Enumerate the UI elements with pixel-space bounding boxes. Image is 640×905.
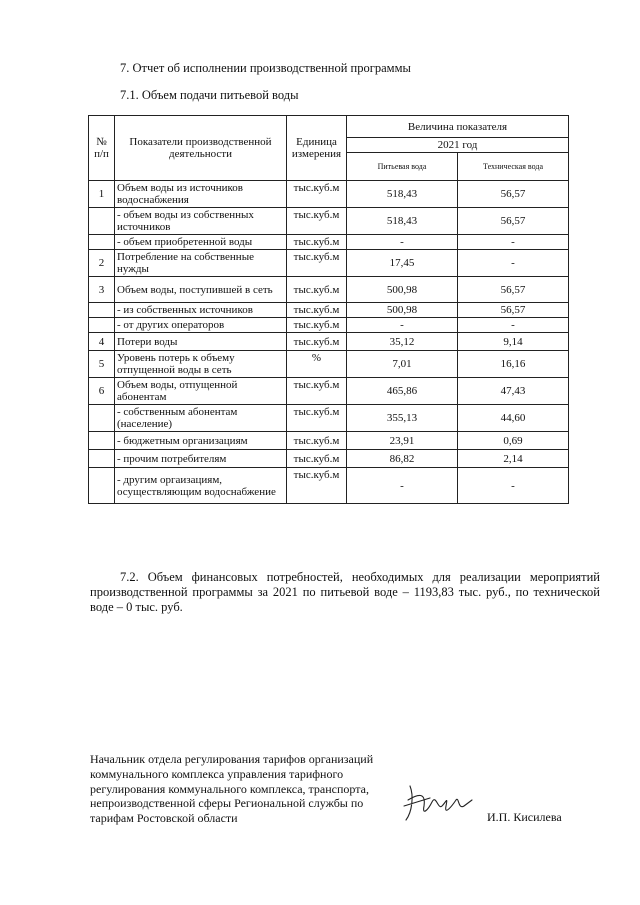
handwritten-signature [396,776,476,826]
row-number: 1 [89,181,115,208]
signatory-title [90,752,410,826]
row-technical-value: 9,14 [458,333,569,351]
row-indicator: Объем воды, поступившей в сеть [115,277,287,303]
row-drinking-value: 355,13 [347,405,458,432]
row-unit: тыс.куб.м [287,405,347,432]
signatory-title-line: непроизводственной сферы Региональной службы по [90,796,364,811]
row-indicator: - объем воды из собственных источников [115,208,287,235]
row-technical-value: 0,69 [458,432,569,450]
row-number: 3 [89,277,115,303]
header-num: № п/п [89,116,115,181]
row-technical-value: 47,43 [458,378,569,405]
row-indicator: - от других операторов [115,318,287,333]
signatory-title-line: тарифам Ростовской области [90,811,238,826]
table-row [89,333,569,351]
row-drinking-value: 23,91 [347,432,458,450]
row-number [89,450,115,468]
row-drinking-value: - [347,468,458,504]
row-number: 4 [89,333,115,351]
signatory-title-line: регулирования коммунального комплекса, транспорта, [90,781,369,796]
row-drinking-value: 7,01 [347,351,458,378]
row-drinking-value: - [347,235,458,250]
row-drinking-value: 17,45 [347,250,458,277]
row-unit: тыс.куб.м [287,250,347,277]
row-indicator: Уровень потерь к объему отпущенной воды в сеть [115,351,287,378]
row-indicator: Объем воды из источников водоснабжения [115,181,287,208]
header-drinking-water: Питьевая вода [347,153,458,181]
row-number [89,303,115,318]
row-technical-value: 44,60 [458,405,569,432]
row-number [89,208,115,235]
row-number [89,235,115,250]
row-indicator: - прочим потребителям [115,450,287,468]
row-technical-value: 16,16 [458,351,569,378]
row-unit: % [287,351,347,378]
row-unit: тыс.куб.м [287,468,347,504]
signatory-title-line: коммунального комплекса управления тарифного [90,766,344,781]
row-indicator: Потери воды [115,333,287,351]
row-number [89,405,115,432]
row-technical-value: 56,57 [458,303,569,318]
row-drinking-value: 500,98 [347,303,458,318]
table-row [89,303,569,318]
row-number: 2 [89,250,115,277]
table-row [89,250,569,277]
row-technical-value: 2,14 [458,450,569,468]
row-technical-value: - [458,318,569,333]
table-row [89,351,569,378]
row-indicator: - другим оргаизациям, осуществляющим водоснабжение [115,468,287,504]
table-row [89,405,569,432]
row-indicator: Объем воды, отпущенной абонентам [115,378,287,405]
signatory-name: И.П. Кисилева [487,810,562,824]
row-unit: тыс.куб.м [287,318,347,333]
row-unit: тыс.куб.м [287,432,347,450]
header-value: Величина показателя [347,116,569,138]
row-technical-value: - [458,468,569,504]
financial-needs-paragraph: 7.2. Объем финансовых потребностей, необходимых для реализации мероприятий производственной программы за 2021 по питьевой воде – 1193,83 тыс. руб., по технической воде – 0 тыс. руб. [90,570,600,614]
table-body [89,181,569,504]
row-technical-value: 56,57 [458,277,569,303]
row-unit: тыс.куб.м [287,303,347,318]
row-technical-value: - [458,235,569,250]
row-number [89,318,115,333]
row-drinking-value: 465,86 [347,378,458,405]
row-indicator: - из собственных источников [115,303,287,318]
row-drinking-value: 518,43 [347,208,458,235]
row-technical-value: 56,57 [458,208,569,235]
row-indicator: - бюджетным организациям [115,432,287,450]
row-unit: тыс.куб.м [287,235,347,250]
subsection-heading: 7.1. Объем подачи питьевой воды [120,88,299,102]
row-technical-value: - [458,250,569,277]
header-indicator: Показатели производственной деятельности [115,116,287,181]
row-number: 6 [89,378,115,405]
table-row [89,181,569,208]
row-unit: тыс.куб.м [287,378,347,405]
row-unit: тыс.куб.м [287,277,347,303]
row-unit: тыс.куб.м [287,450,347,468]
header-technical-water: Техническая вода [458,153,569,181]
row-indicator: - собственным абонентам (население) [115,405,287,432]
section-heading: 7. Отчет об исполнении производственной программы [120,61,411,75]
row-indicator: Потребление на собственные нужды [115,250,287,277]
row-drinking-value: 500,98 [347,277,458,303]
row-technical-value: 56,57 [458,181,569,208]
row-drinking-value: 35,12 [347,333,458,351]
table-row [89,208,569,235]
table-row [89,450,569,468]
row-unit: тыс.куб.м [287,208,347,235]
water-supply-table [88,115,569,504]
table-row [89,378,569,405]
row-number [89,432,115,450]
row-drinking-value: 518,43 [347,181,458,208]
table-row [89,468,569,504]
table-row [89,432,569,450]
row-number: 5 [89,351,115,378]
row-number [89,468,115,504]
row-drinking-value: - [347,318,458,333]
header-year: 2021 год [347,138,569,153]
row-unit: тыс.куб.м [287,181,347,208]
table-row [89,235,569,250]
signatory-title-line: Начальник отдела регулирования тарифов организаций [90,752,374,766]
table-row [89,277,569,303]
table-row [89,318,569,333]
row-unit: тыс.куб.м [287,333,347,351]
row-drinking-value: 86,82 [347,450,458,468]
row-indicator: - объем приобретенной воды [115,235,287,250]
header-unit: Единица измерения [287,116,347,181]
